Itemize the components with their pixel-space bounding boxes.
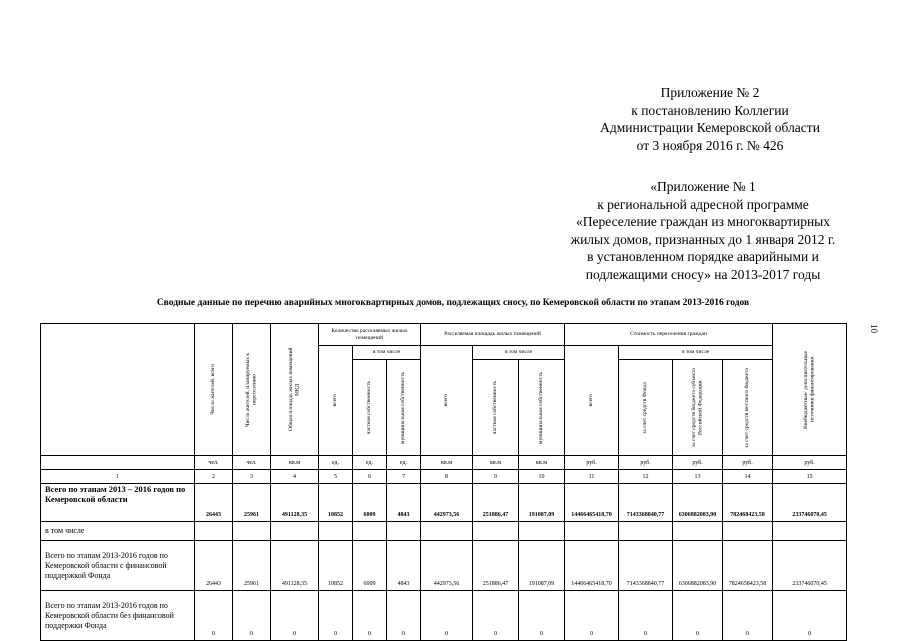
header-rooms-total: всего [319,346,353,456]
column-numbers-row [41,470,847,484]
table-cell [565,522,619,541]
table-row-with-fund [41,541,847,591]
unit-cell: руб. [773,456,847,470]
table-cell: 26443 [195,484,233,522]
appendix-2-line: Приложение № 2 [660,85,760,100]
table-cell: 26443 [195,541,233,591]
table-cell: 0 [565,591,619,641]
header-area-municipal: муниципальная собственность [519,360,565,456]
column-number: 5 [319,470,353,484]
unit-cell: руб. [673,456,723,470]
table-cell: 7143368840,77 [619,484,673,522]
table-cell [233,522,271,541]
header-extra: Внебюджетные/ дополнительные источники финансирования [773,324,847,456]
table-cell [473,522,519,541]
table-cell: 25961 [233,484,271,522]
header-col2: Число жителей, всего [195,324,233,456]
table-row-total [41,484,847,522]
row-label: Всего по этапам 2013-2016 годов по Кемеровской области с финансовой поддержкой Фонда [41,541,195,591]
page-number: 10 [869,324,879,333]
header-group-rooms: Количество расселяемых жилых помещений [319,324,421,346]
header-cost-local: за счет средств местного бюджета [723,360,773,456]
table-cell: 233746070,45 [773,484,847,522]
table-cell: 491128,35 [271,541,319,591]
table-cell: 442973,56 [421,484,473,522]
table-cell: 0 [773,591,847,641]
header-area-including: в том числе [473,346,565,360]
table-cell [519,522,565,541]
header-rooms-including: в том числе [353,346,421,360]
unit-cell: руб. [723,456,773,470]
unit-cell: руб. [619,456,673,470]
header-cost-federal: за счет средств бюджета субъекта Российской Федерации [673,360,723,456]
table-cell: 0 [195,591,233,641]
table-cell: 14466465418,70 [565,541,619,591]
table-row-including [41,522,847,541]
table-cell [673,522,723,541]
table-cell: 0 [387,591,421,641]
header-area-total: всего [421,346,473,456]
column-number: 6 [353,470,387,484]
appendix-1-line: жилых домов, признанных до 1 января 2012 г. [570,231,836,247]
table-cell: 6009 [353,484,387,522]
appendix-2-header [560,84,860,154]
column-number: 15 [773,470,847,484]
unit-cell: кв.м [519,456,565,470]
unit-cell: ед. [319,456,353,470]
appendix-1-line: к региональной адресной программе [597,196,809,212]
table-cell: 491128,35 [271,484,319,522]
header-rooms-private: частная собственность [353,360,387,456]
table-cell [619,522,673,541]
column-number: 10 [519,470,565,484]
header-group-area: Расселяемая площадь жилых помещений [421,324,565,346]
table-cell: 0 [619,591,673,641]
header-cost-total: всего [565,346,619,456]
unit-cell: руб. [565,456,619,470]
row-label: в том числе [41,522,195,541]
table-cell [723,522,773,541]
header-cell-empty [41,324,195,456]
table-cell: 0 [519,591,565,641]
table-cell: 191087,09 [519,484,565,522]
summary-table [40,323,847,641]
unit-cell [41,456,195,470]
table-cell [195,522,233,541]
column-number: 2 [195,470,233,484]
appendix-2-line: Администрации Кемеровской области [600,120,820,135]
table-cell: 0 [421,591,473,641]
column-number: 14 [723,470,773,484]
table-cell: 7143368840,77 [619,541,673,591]
header-cost-including: в том числе [619,346,773,360]
document-title: Сводные данные по перечню аварийных многоквартирных домов, подлежащих сносу, по Кемеровской области по этапам 2013-2016 годов [156,298,750,308]
unit-cell: кв.м [421,456,473,470]
table-cell: 442973,56 [421,541,473,591]
unit-cell: кв.м [473,456,519,470]
header-rooms-municipal: муниципальная собственность [387,360,421,456]
header-group-cost: Стоимость переселения граждан [565,324,773,346]
table-cell: 0 [271,591,319,641]
table-cell: 0 [473,591,519,641]
table-cell: 0 [723,591,773,641]
table-row-without-fund [41,591,847,641]
table-cell: 6306882083,90 [673,484,723,522]
table-cell: 14466465418,70 [565,484,619,522]
table-cell: 782468423,58 [723,484,773,522]
table-cell: 10852 [319,484,353,522]
table-cell: 0 [319,591,353,641]
row-label: Всего по этапам 2013-2016 годов по Кемеровской области без финансовой поддержки Фонда [41,591,195,641]
unit-cell: ед. [353,456,387,470]
table-cell: 0 [233,591,271,641]
table-cell [387,522,421,541]
column-number: 4 [271,470,319,484]
table-cell: 6306882083,90 [673,541,723,591]
column-number: 7 [387,470,421,484]
column-number: 13 [673,470,723,484]
table-cell: 4843 [387,541,421,591]
table-cell: 251886,47 [473,541,519,591]
column-number: 1 [41,470,195,484]
appendix-1-line: в установленном порядке аварийными и [587,249,819,264]
column-number: 9 [473,470,519,484]
table-cell [773,522,847,541]
appendix-1-line: подлежащими сносу» на 2013-2017 годы [585,266,821,282]
header-cost-fund: за счет средств Фонда [619,360,673,456]
table-cell: 6009 [353,541,387,591]
unit-cell: чел. [195,456,233,470]
appendix-1-line: «Переселение граждан из многоквартирных [576,214,830,229]
appendix-1-header [548,178,858,283]
column-number: 8 [421,470,473,484]
unit-cell: кв.м [271,456,319,470]
table-cell [421,522,473,541]
table-cell: 10852 [319,541,353,591]
table-cell: 233746070,45 [773,541,847,591]
table-cell [319,522,353,541]
table-cell: 0 [353,591,387,641]
header-col4: Общая площадь жилых помещений МКД [271,324,319,456]
column-number: 3 [233,470,271,484]
units-row [41,456,847,470]
appendix-2-line: к постановлению Коллегии [631,102,789,118]
table-cell: 25961 [233,541,271,591]
table-cell: 4843 [387,484,421,522]
column-number: 12 [619,470,673,484]
unit-cell: ед. [387,456,421,470]
table-cell: 7824658423,58 [723,541,773,591]
table-cell: 0 [673,591,723,641]
row-label: Всего по этапам 2013 – 2016 годов по Кемеровской области [41,484,195,522]
appendix-2-line: от 3 ноября 2016 г. № 426 [636,137,784,153]
header-area-private: частная собственность [473,360,519,456]
header-col3: Число жителей, планируемых к переселению [233,324,271,456]
table-cell: 251886,47 [473,484,519,522]
table-cell [353,522,387,541]
column-number: 11 [565,470,619,484]
table-cell [271,522,319,541]
unit-cell: чел. [233,456,271,470]
header-row-groups [41,324,847,346]
appendix-1-line: «Приложение № 1 [650,179,756,194]
table-cell: 191087,09 [519,541,565,591]
